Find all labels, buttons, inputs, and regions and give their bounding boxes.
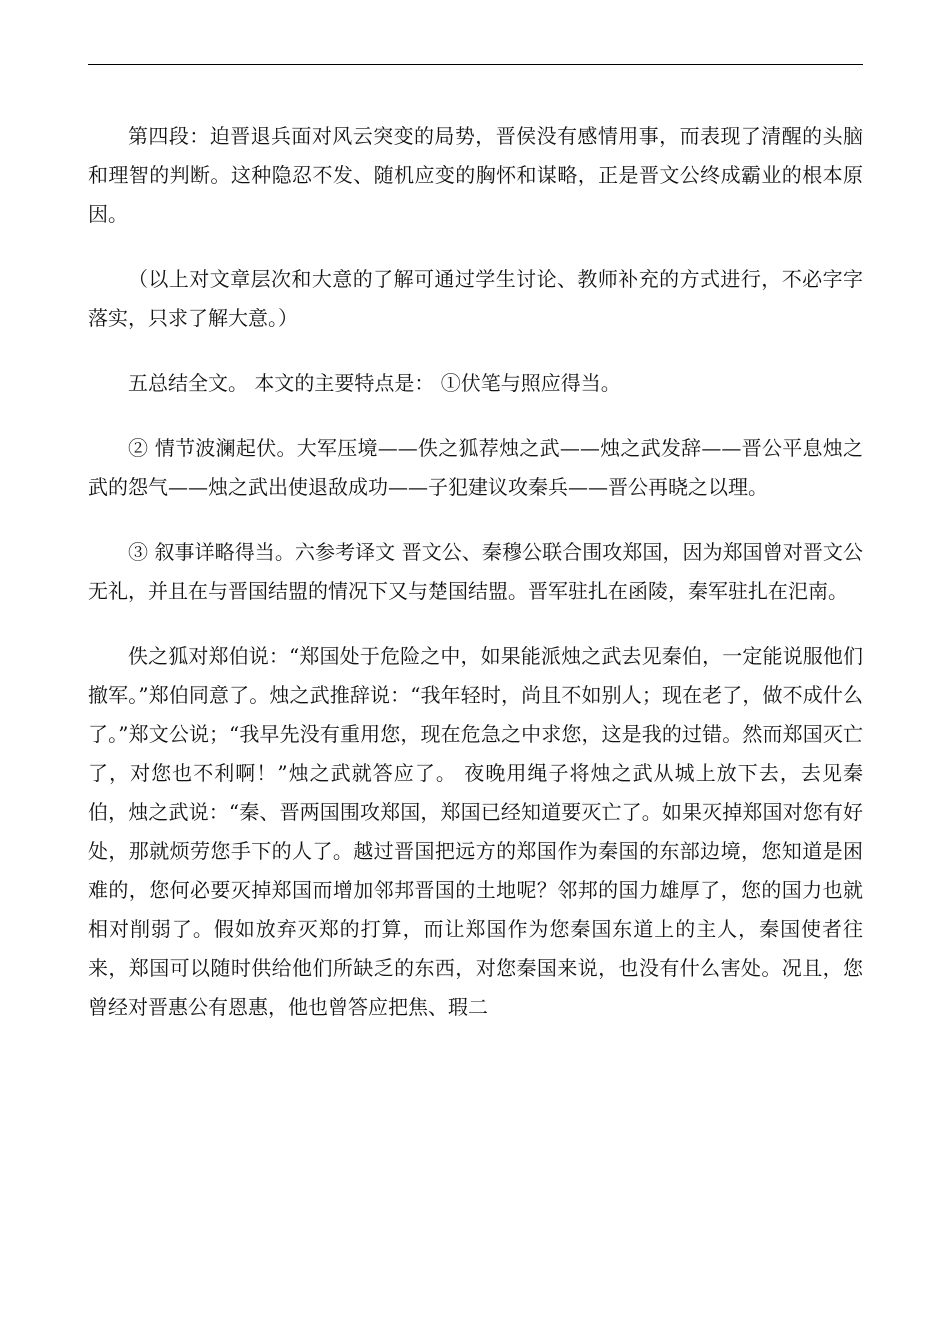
paragraph-translation: 佚之狐对郑伯说：“郑国处于危险之中，如果能派烛之武去见秦伯，一定能说服他们撤军。”郑伯同意了。烛之武推辞说：“我年轻时，尚且不如别人；现在老了，做不成什么了。”郑文公说；“我早先没有重用您，现在危急之中求您，这是我的过错。然而郑国灭亡了，对您也不利啊！”烛之武就答应了。 夜晚用绳子将烛之武从城上放下去，去见秦伯，烛之武说：“秦、晋两国围攻郑国，郑国已经知道要灭亡了。如果灭掉郑国对您有好处，那就烦劳您手下的人了。越过晋国把远方的郑国作为秦国的东部边境，您知道是困难的，您何必要灭掉郑国而增加邻邦晋国的土地呢？邻邦的国力雄厚了，您的国力也就相对削弱了。假如放弃灭郑的打算，而让郑国作为您秦国东道上的主人，秦国使者往来，郑国可以随时供给他们所缺乏的东西，对您秦国来说，也没有什么害处。况且，您曾经对晋惠公有恩惠，他也曾答应把焦、瑕二 — [88, 644, 863, 1019]
document-body — [88, 117, 863, 1053]
paragraph-section-four: 第四段：迫晋退兵面对风云突变的局势，晋侯没有感情用事，而表现了清醒的头脑和理智的判断。这种隐忍不发、随机应变的胸怀和谋略，正是晋文公终成霸业的根本原因。 — [88, 124, 863, 226]
paragraph-teaching-note: （以上对文章层次和大意的了解可通过学生讨论、教师补充的方式进行，不必字字落实，只求了解大意。） — [88, 267, 863, 330]
paragraph-feature-narration: ③ 叙事详略得当。六参考译文 晋文公、秦穆公联合围攻郑国，因为郑国曾对晋文公无礼，并且在与晋国结盟的情况下又与楚国结盟。晋军驻扎在函陵，秦军驻扎在汜南。 — [88, 540, 863, 603]
paragraph-summary: 五总结全文。 本文的主要特点是： ①伏笔与照应得当。 — [128, 371, 621, 395]
header-rule — [88, 64, 863, 65]
paragraph-feature-plot: ② 情节波澜起伏。大军压境——佚之狐荐烛之武——烛之武发辞——晋公平息烛之武的怨气——烛之武出使退敌成功——子犯建议攻秦兵——晋公再晓之以理。 — [88, 436, 863, 499]
